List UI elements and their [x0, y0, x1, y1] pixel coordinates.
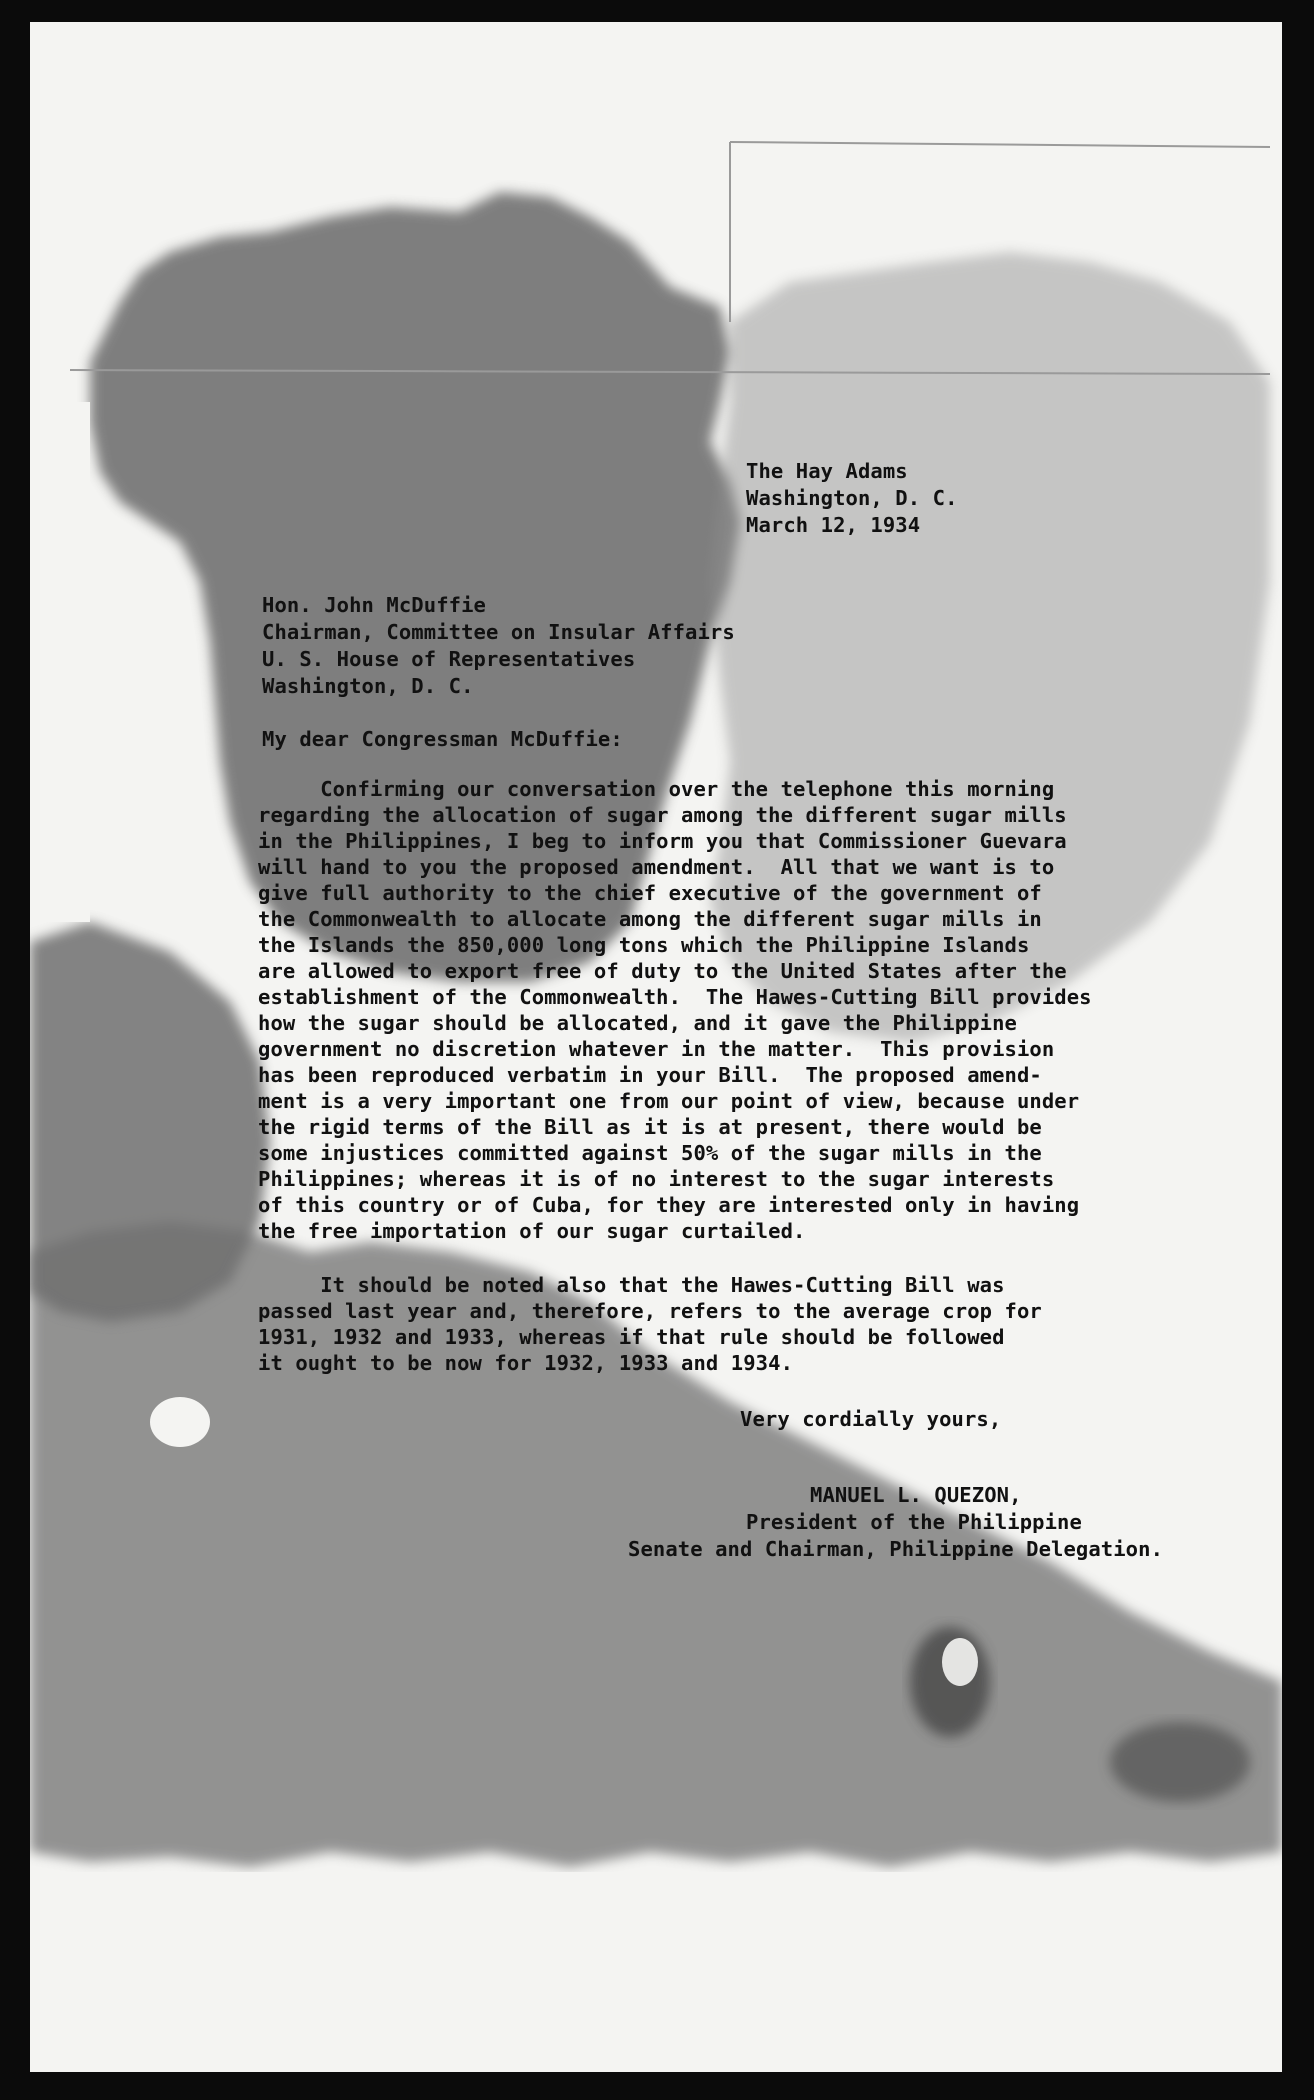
paragraph-line: It should be noted also that the Hawes-Cutting Bill was [258, 1273, 1005, 1297]
paragraph-line: the Islands the 850,000 long tons which the Philippine Islands [258, 933, 1030, 957]
paragraph-line: the free importation of our sugar curtailed. [258, 1219, 806, 1243]
signer-name: MANUEL L. QUEZON, [810, 1483, 1022, 1507]
paragraph-line: regarding the allocation of sugar among the different sugar mills [258, 803, 1067, 827]
complimentary-close: Very cordially yours, [740, 1407, 1002, 1431]
paragraph-line: Confirming our conversation over the telephone this morning [258, 777, 1055, 801]
signer-title: President of the Philippine [746, 1510, 1082, 1534]
paragraph-line: will hand to you the proposed amendment. All that we want is to [258, 855, 1055, 879]
paragraph-line: how the sugar should be allocated, and it gave the Philippine [258, 1011, 1017, 1035]
paragraph-line: 1931, 1932 and 1933, whereas if that rule should be followed [258, 1325, 1005, 1349]
salutation: My dear Congressman McDuffie: [262, 727, 623, 751]
recipient-title: Chairman, Committee on Insular Affairs [262, 620, 735, 644]
sender-address-line: Washington, D. C. [746, 486, 958, 510]
signer-title: Senate and Chairman, Philippine Delegation. [628, 1537, 1164, 1561]
recipient-name: Hon. John McDuffie [262, 593, 486, 617]
paragraph-line: has been reproduced verbatim in your Bill. The proposed amend- [258, 1063, 1042, 1087]
paragraph-line: ment is a very important one from our point of view, because under [258, 1089, 1080, 1113]
recipient-office: U. S. House of Representatives [262, 647, 636, 671]
paragraph-line: of this country or of Cuba, for they are interested only in having [258, 1193, 1080, 1217]
paragraph-line: government no discretion whatever in the matter. This provision [258, 1037, 1055, 1061]
paragraph-line: in the Philippines, I beg to inform you that Commissioner Guevara [258, 829, 1067, 853]
paragraph-line: it ought to be now for 1932, 1933 and 1934. [258, 1351, 794, 1375]
recipient-city: Washington, D. C. [262, 674, 474, 698]
letter-page [30, 22, 1282, 2072]
paragraph-line: passed last year and, therefore, refers to the average crop for [258, 1299, 1042, 1323]
paragraph-line: the rigid terms of the Bill as it is at present, there would be [258, 1115, 1042, 1139]
paragraph-line: Philippines; whereas it is of no interest to the sugar interests [258, 1167, 1055, 1191]
paragraph-line: the Commonwealth to allocate among the different sugar mills in [258, 907, 1042, 931]
paragraph-line: are allowed to export free of duty to the United States after the [258, 959, 1067, 983]
letter-date: March 12, 1934 [746, 513, 921, 537]
paragraph-line: some injustices committed against 50% of the sugar mills in the [258, 1141, 1042, 1165]
paragraph-line: give full authority to the chief executive of the government of [258, 881, 1042, 905]
letter-body [30, 22, 1282, 2072]
sender-address-line: The Hay Adams [746, 459, 908, 483]
paragraph-line: establishment of the Commonwealth. The Hawes-Cutting Bill provides [258, 985, 1092, 1009]
